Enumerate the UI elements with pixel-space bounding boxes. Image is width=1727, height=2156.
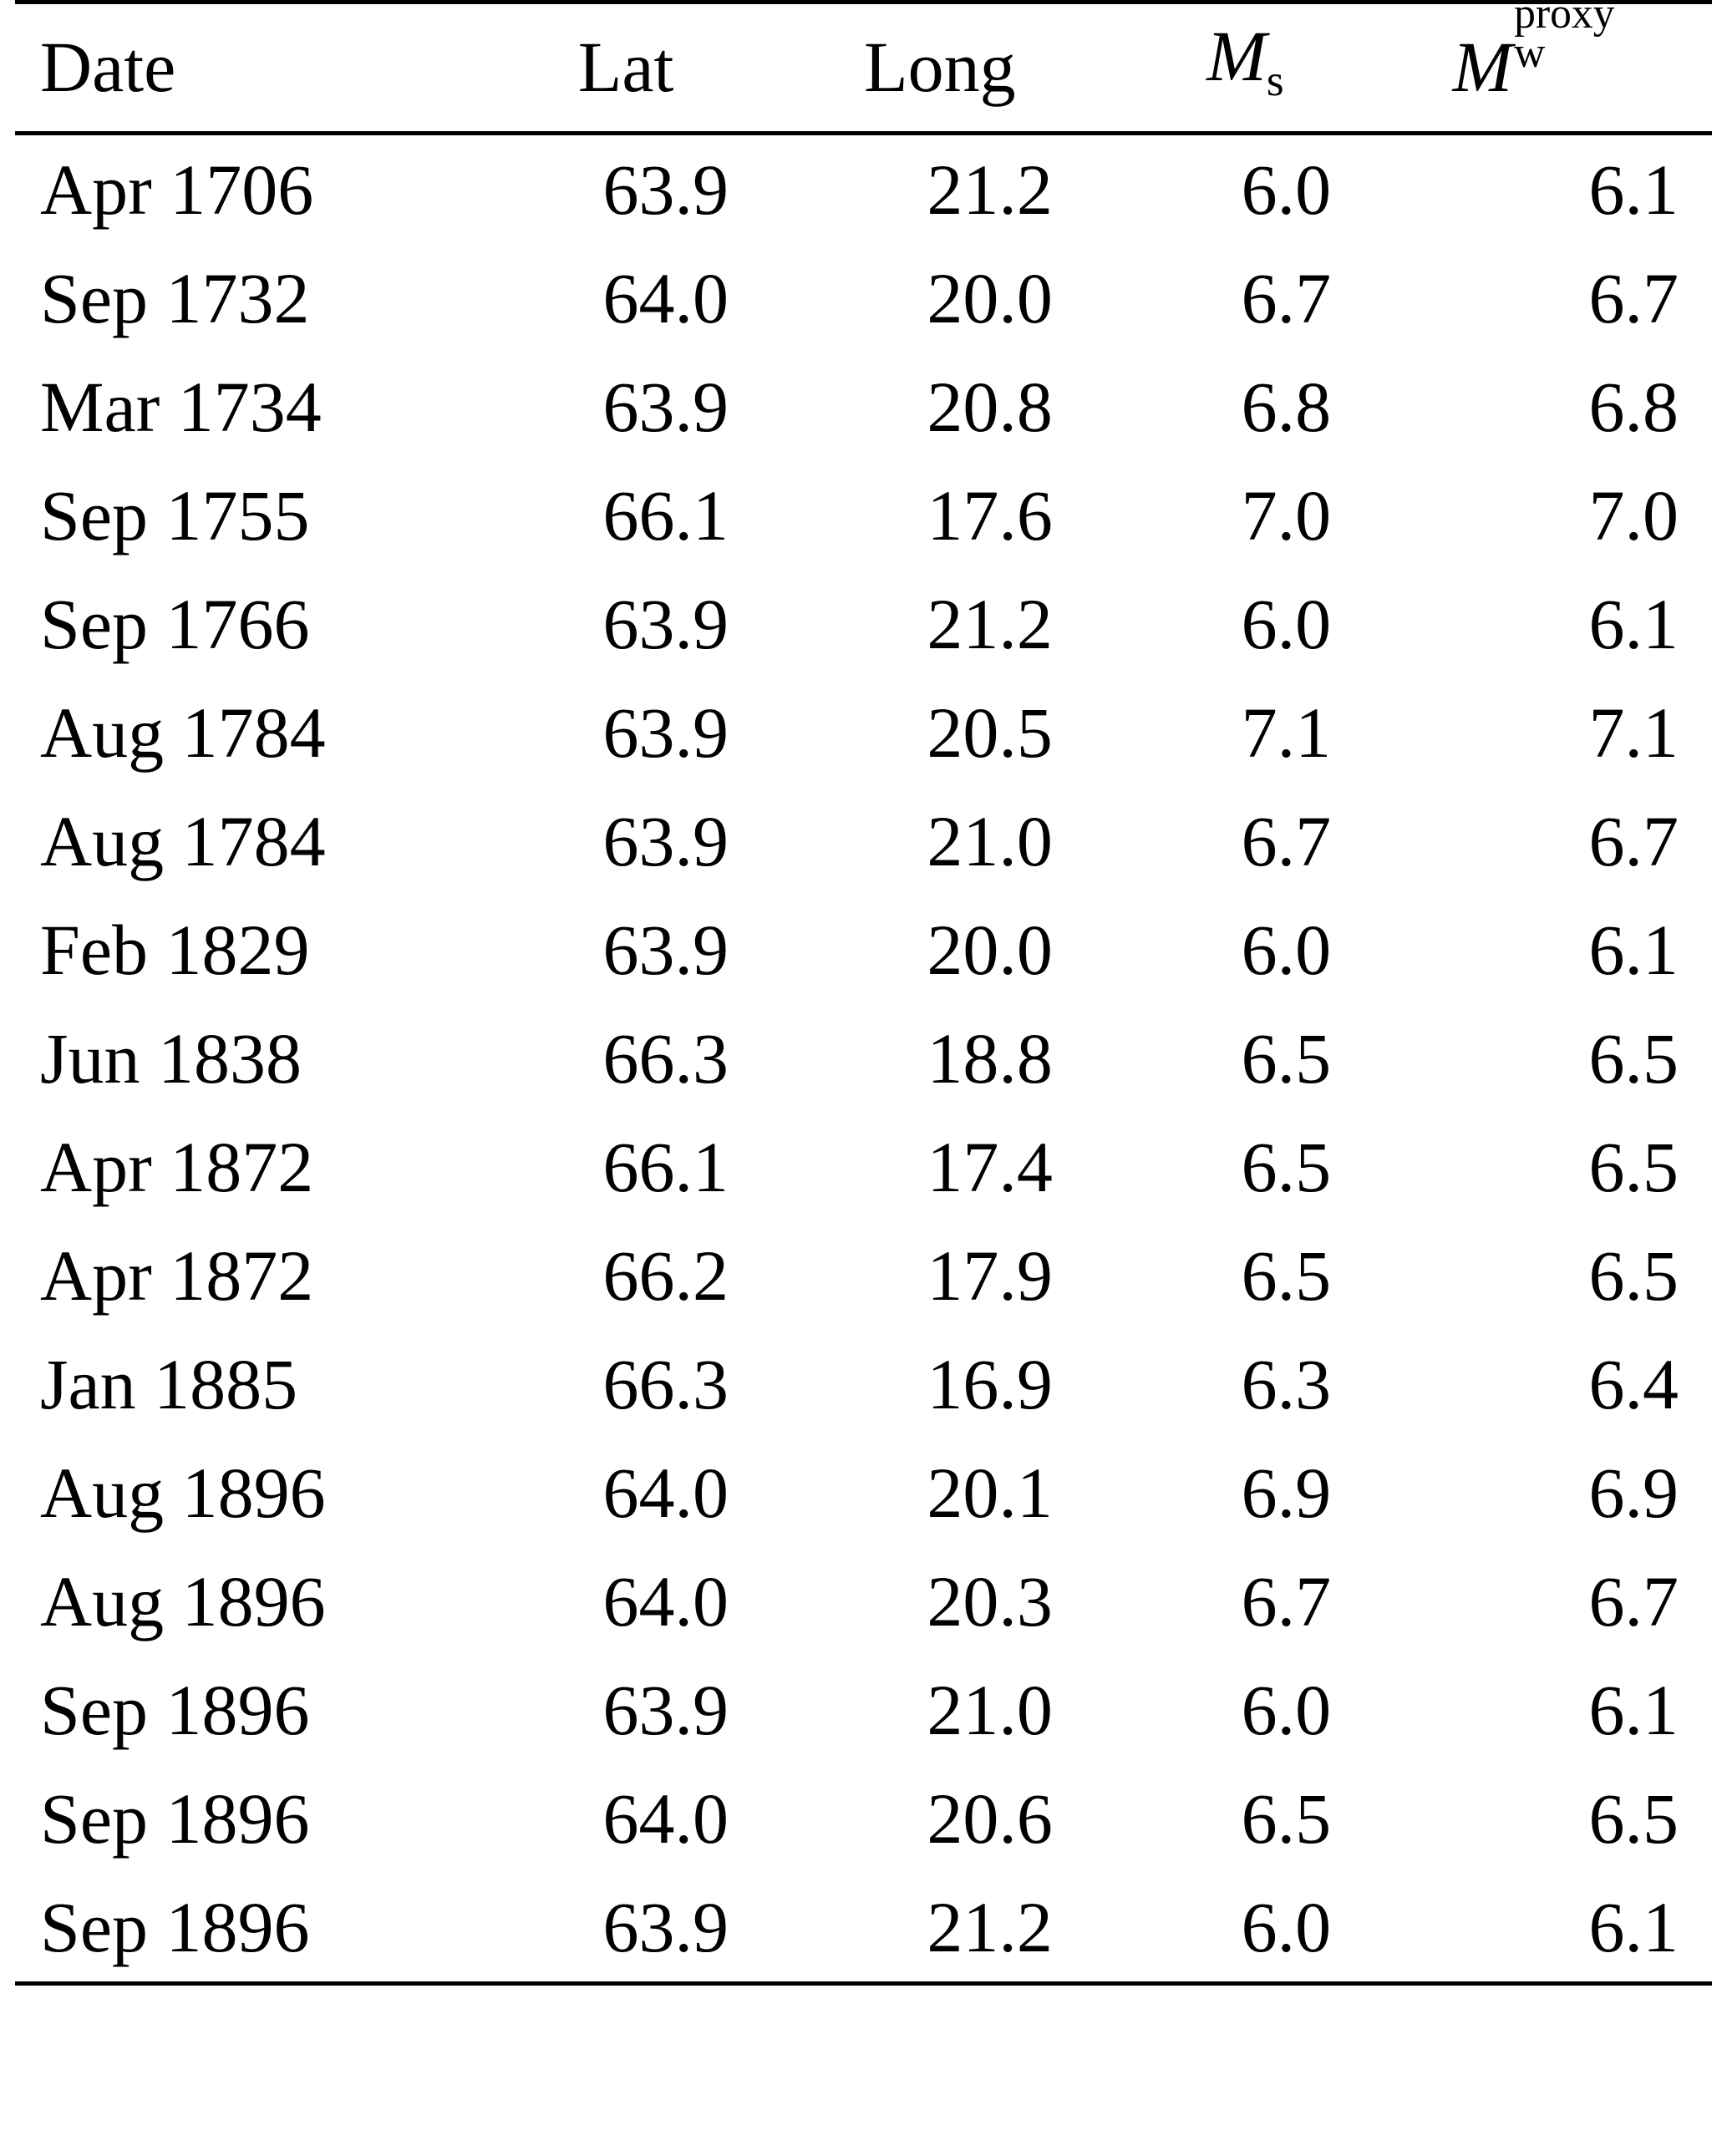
- cell-ms: 6.0: [1241, 1887, 1332, 1967]
- cell-lat: 66.3: [602, 1344, 729, 1424]
- cell-ms: 7.0: [1241, 475, 1332, 555]
- cell-ms: 6.7: [1241, 801, 1332, 881]
- cell-date: Mar 1734: [40, 367, 322, 447]
- table-body: [15, 134, 1712, 1984]
- cell-date: Apr 1872: [40, 1127, 314, 1207]
- cell-lat: 63.9: [602, 1670, 729, 1750]
- cell-mw: 6.4: [1588, 1344, 1679, 1424]
- cell-lat: 63.9: [602, 910, 729, 990]
- table-row: [15, 1438, 1712, 1547]
- table-bottom-rule: [15, 1984, 1712, 1986]
- table-row: [15, 134, 1712, 245]
- cell-ms: 6.0: [1241, 1670, 1332, 1750]
- cell-date: Apr 1872: [40, 1235, 314, 1316]
- cell-mw: 7.1: [1588, 692, 1679, 773]
- cell-mw: 6.1: [1588, 1887, 1679, 1967]
- table-row: [15, 1873, 1712, 1984]
- cell-long: 21.0: [927, 801, 1053, 881]
- cell-ms: 6.0: [1241, 584, 1332, 664]
- cell-long: 20.3: [927, 1561, 1053, 1641]
- cell-long: 21.0: [927, 1670, 1053, 1750]
- cell-mw: 6.1: [1588, 150, 1679, 230]
- cell-ms: 6.3: [1241, 1344, 1332, 1424]
- cell-long: 17.6: [927, 475, 1053, 555]
- column-header-mw-subscript: w: [1514, 29, 1546, 78]
- cell-date: Sep 1732: [40, 258, 310, 338]
- cell-lat: 64.0: [602, 1453, 729, 1533]
- cell-date: Apr 1706: [40, 150, 314, 230]
- table-row: [15, 1221, 1712, 1330]
- cell-ms: 6.5: [1241, 1127, 1332, 1207]
- cell-mw: 6.5: [1588, 1778, 1679, 1859]
- table-row: [15, 1656, 1712, 1764]
- cell-long: 20.0: [927, 258, 1053, 338]
- cell-mw: 6.1: [1588, 584, 1679, 664]
- table-row: [15, 461, 1712, 570]
- cell-date: Jun 1838: [40, 1018, 302, 1098]
- cell-date: Aug 1784: [40, 692, 326, 773]
- cell-date: Jan 1885: [40, 1344, 298, 1424]
- cell-date: Sep 1896: [40, 1887, 310, 1967]
- cell-long: 20.5: [927, 692, 1053, 773]
- table-row: [15, 787, 1712, 895]
- cell-lat: 63.9: [602, 801, 729, 881]
- cell-lat: 66.3: [602, 1018, 729, 1098]
- cell-ms: 6.0: [1241, 910, 1332, 990]
- cell-ms: 6.0: [1241, 150, 1332, 230]
- column-header-long-label: Long: [864, 27, 1016, 107]
- cell-date: Aug 1896: [40, 1561, 326, 1641]
- cell-long: 21.2: [927, 150, 1053, 230]
- cell-mw: 6.1: [1588, 1670, 1679, 1750]
- cell-mw: 6.7: [1588, 1561, 1679, 1641]
- cell-long: 20.0: [927, 910, 1053, 990]
- column-header-lat-label: Lat: [577, 27, 674, 107]
- column-header-lat: [473, 4, 779, 131]
- column-header-long: [779, 4, 1101, 131]
- cell-long: 21.2: [927, 1887, 1053, 1967]
- cell-lat: 63.9: [602, 150, 729, 230]
- cell-mw: 6.8: [1588, 367, 1679, 447]
- cell-mw: 6.7: [1588, 801, 1679, 881]
- earthquake-catalog-table: [15, 0, 1712, 1986]
- column-header-mw-symbol: M: [1452, 27, 1513, 107]
- cell-mw: 6.9: [1588, 1453, 1679, 1533]
- cell-lat: 63.9: [602, 367, 729, 447]
- cell-long: 20.6: [927, 1778, 1053, 1859]
- cell-mw: 6.7: [1588, 258, 1679, 338]
- column-header-date: [15, 4, 473, 131]
- cell-long: 20.1: [927, 1453, 1053, 1533]
- cell-lat: 66.2: [602, 1235, 729, 1316]
- cell-ms: 6.7: [1241, 1561, 1332, 1641]
- cell-ms: 6.5: [1241, 1778, 1332, 1859]
- cell-lat: 64.0: [602, 1561, 729, 1641]
- table-row: [15, 1764, 1712, 1873]
- table-row: [15, 678, 1712, 787]
- column-header-ms-subscript: s: [1266, 54, 1284, 105]
- cell-date: Aug 1784: [40, 801, 326, 881]
- cell-lat: 64.0: [602, 1778, 729, 1859]
- cell-date: Feb 1829: [40, 910, 310, 990]
- column-header-ms: [1101, 4, 1389, 131]
- cell-date: Sep 1896: [40, 1670, 310, 1750]
- column-header-mw-superscript: proxy: [1514, 0, 1615, 38]
- cell-lat: 63.9: [602, 584, 729, 664]
- column-header-ms-symbol: M: [1206, 15, 1267, 96]
- cell-date: Sep 1766: [40, 584, 310, 664]
- cell-mw: 6.5: [1588, 1235, 1679, 1316]
- table-header-row: [15, 4, 1712, 131]
- table-row: [15, 895, 1712, 1004]
- column-header-date-label: Date: [40, 27, 176, 107]
- table-row: [15, 570, 1712, 678]
- cell-date: Aug 1896: [40, 1453, 326, 1533]
- cell-mw: 6.5: [1588, 1018, 1679, 1098]
- cell-ms: 7.1: [1241, 692, 1332, 773]
- table-row: [15, 1330, 1712, 1438]
- cell-ms: 6.7: [1241, 258, 1332, 338]
- column-header-mw-proxy: [1389, 0, 1712, 131]
- table-row: [15, 1004, 1712, 1113]
- table-row: [15, 1113, 1712, 1221]
- table-row: [15, 1547, 1712, 1656]
- cell-ms: 6.9: [1241, 1453, 1332, 1533]
- cell-lat: 66.1: [602, 1127, 729, 1207]
- cell-date: Sep 1755: [40, 475, 310, 555]
- cell-lat: 63.9: [602, 1887, 729, 1967]
- cell-mw: 7.0: [1588, 475, 1679, 555]
- table-footer: [15, 1984, 1712, 1986]
- cell-ms: 6.5: [1241, 1235, 1332, 1316]
- cell-long: 18.8: [927, 1018, 1053, 1098]
- cell-long: 17.9: [927, 1235, 1053, 1316]
- cell-mw: 6.5: [1588, 1127, 1679, 1207]
- cell-mw: 6.1: [1588, 910, 1679, 990]
- cell-long: 20.8: [927, 367, 1053, 447]
- cell-ms: 6.8: [1241, 367, 1332, 447]
- cell-lat: 64.0: [602, 258, 729, 338]
- table-row: [15, 353, 1712, 461]
- cell-long: 17.4: [927, 1127, 1053, 1207]
- cell-ms: 6.5: [1241, 1018, 1332, 1098]
- cell-lat: 66.1: [602, 475, 729, 555]
- cell-long: 16.9: [927, 1344, 1053, 1424]
- table-row: [15, 244, 1712, 353]
- cell-lat: 63.9: [602, 692, 729, 773]
- cell-date: Sep 1896: [40, 1778, 310, 1859]
- cell-long: 21.2: [927, 584, 1053, 664]
- table-header: [15, 0, 1712, 134]
